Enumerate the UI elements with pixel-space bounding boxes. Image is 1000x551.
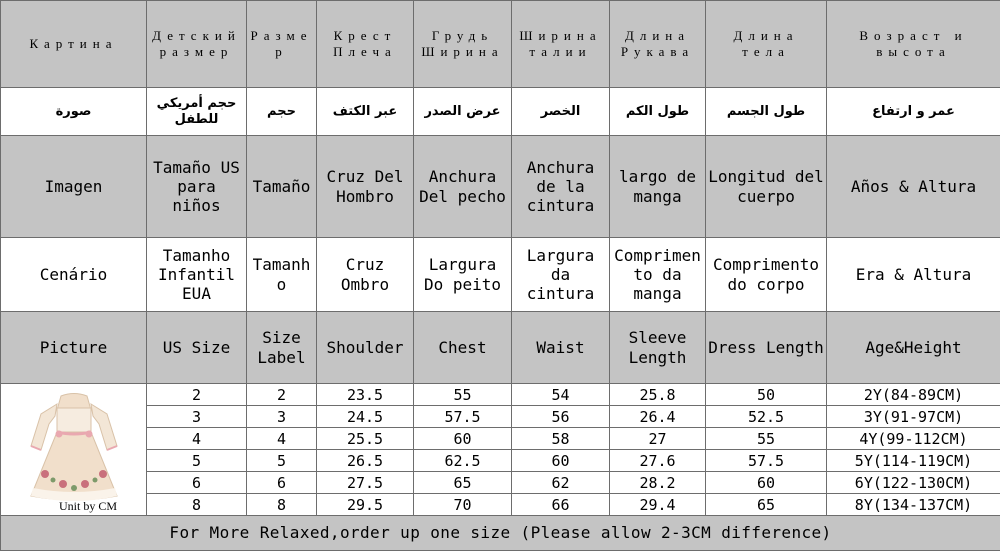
chest-value: 57.5 bbox=[414, 406, 512, 428]
header-waist-pt: Largura da cintura bbox=[512, 238, 610, 312]
header-sleeve-es: largo de manga bbox=[610, 136, 706, 238]
header-age-height-en: Age&Height bbox=[827, 312, 1000, 384]
shoulder-value: 24.5 bbox=[317, 406, 414, 428]
dress-length-value: 57.5 bbox=[706, 450, 827, 472]
header-dress-length-ar: طول الجسم bbox=[706, 88, 827, 136]
table-row bbox=[1, 450, 1000, 472]
waist-value: 54 bbox=[512, 384, 610, 406]
header-row-english bbox=[1, 312, 1000, 384]
dress-length-value: 55 bbox=[706, 428, 827, 450]
header-row-portuguese bbox=[1, 238, 1000, 312]
header-size-label-ar: حجم bbox=[247, 88, 317, 136]
shoulder-value: 27.5 bbox=[317, 472, 414, 494]
header-shoulder-es: Cruz Del Hombro bbox=[317, 136, 414, 238]
age-height-value: 5Y(114-119CM) bbox=[827, 450, 1000, 472]
header-age-height-ru: Возраст и высота bbox=[827, 1, 1000, 88]
header-age-height-ar: عمر و ارتفاع bbox=[827, 88, 1000, 136]
header-waist-es: Anchura de la cintura bbox=[512, 136, 610, 238]
table-row bbox=[1, 472, 1000, 494]
age-height-value: 8Y(134-137CM) bbox=[827, 494, 1000, 516]
header-size-label-es: Tamaño bbox=[247, 136, 317, 238]
dress-length-value: 52.5 bbox=[706, 406, 827, 428]
sleeve-length-value: 27.6 bbox=[610, 450, 706, 472]
footer-row bbox=[1, 516, 1000, 551]
header-sleeve-ru: Длина Рукава bbox=[610, 1, 706, 88]
header-picture-ar: صورة bbox=[1, 88, 147, 136]
shoulder-value: 25.5 bbox=[317, 428, 414, 450]
header-age-height-es: Años & Altura bbox=[827, 136, 1000, 238]
header-dress-length-en: Dress Length bbox=[706, 312, 827, 384]
table-row bbox=[1, 384, 1000, 406]
shoulder-value: 23.5 bbox=[317, 384, 414, 406]
age-height-value: 6Y(122-130CM) bbox=[827, 472, 1000, 494]
sleeve-length-value: 28.2 bbox=[610, 472, 706, 494]
shoulder-value: 26.5 bbox=[317, 450, 414, 472]
table-row bbox=[1, 428, 1000, 450]
header-shoulder-en: Shoulder bbox=[317, 312, 414, 384]
header-chest-pt: Largura Do peito bbox=[414, 238, 512, 312]
header-shoulder-ar: عبر الكتف bbox=[317, 88, 414, 136]
header-us-size-pt: Tamanho Infantil EUA bbox=[147, 238, 247, 312]
us-size-value: 6 bbox=[147, 472, 247, 494]
header-waist-en: Waist bbox=[512, 312, 610, 384]
header-row-russian bbox=[1, 1, 1000, 88]
dress-length-value: 50 bbox=[706, 384, 827, 406]
us-size-value: 4 bbox=[147, 428, 247, 450]
age-height-value: 3Y(91-97CM) bbox=[827, 406, 1000, 428]
header-chest-ru: Грудь Ширина bbox=[414, 1, 512, 88]
size-label-value: 3 bbox=[247, 406, 317, 428]
header-size-label-pt: Tamanho bbox=[247, 238, 317, 312]
unit-note: Unit by CM bbox=[59, 499, 117, 513]
header-picture-pt: Cenário bbox=[1, 238, 147, 312]
sleeve-length-value: 26.4 bbox=[610, 406, 706, 428]
header-us-size-ru: Детский размер bbox=[147, 1, 247, 88]
header-us-size-ar: حجم أمريكي للطفل bbox=[147, 88, 247, 136]
header-dress-length-ru: Длина тела bbox=[706, 1, 827, 88]
shoulder-value: 29.5 bbox=[317, 494, 414, 516]
header-chest-en: Chest bbox=[414, 312, 512, 384]
size-label-value: 6 bbox=[247, 472, 317, 494]
header-shoulder-pt: Cruz Ombro bbox=[317, 238, 414, 312]
header-dress-length-pt: Comprimento do corpo bbox=[706, 238, 827, 312]
waist-value: 58 bbox=[512, 428, 610, 450]
table-row bbox=[1, 494, 1000, 516]
header-size-label-ru: Размер bbox=[247, 1, 317, 88]
header-row-spanish bbox=[1, 136, 1000, 238]
header-sleeve-ar: طول الكم bbox=[610, 88, 706, 136]
age-height-value: 2Y(84-89CM) bbox=[827, 384, 1000, 406]
dress-length-value: 65 bbox=[706, 494, 827, 516]
header-row-arabic bbox=[1, 88, 1000, 136]
size-label-value: 2 bbox=[247, 384, 317, 406]
size-label-value: 4 bbox=[247, 428, 317, 450]
us-size-value: 5 bbox=[147, 450, 247, 472]
footer-note: For More Relaxed,order up one size (Please allow 2-3CM difference) bbox=[1, 516, 1000, 551]
chest-value: 65 bbox=[414, 472, 512, 494]
us-size-value: 8 bbox=[147, 494, 247, 516]
sleeve-length-value: 29.4 bbox=[610, 494, 706, 516]
header-sleeve-pt: Comprimento da manga bbox=[610, 238, 706, 312]
us-size-value: 3 bbox=[147, 406, 247, 428]
header-waist-ru: Ширина талии bbox=[512, 1, 610, 88]
header-picture-en: Picture bbox=[1, 312, 147, 384]
waist-value: 66 bbox=[512, 494, 610, 516]
us-size-value: 2 bbox=[147, 384, 247, 406]
header-chest-es: Anchura Del pecho bbox=[414, 136, 512, 238]
header-waist-ar: الخصر bbox=[512, 88, 610, 136]
header-dress-length-es: Longitud del cuerpo bbox=[706, 136, 827, 238]
chest-value: 62.5 bbox=[414, 450, 512, 472]
chest-value: 55 bbox=[414, 384, 512, 406]
chest-value: 60 bbox=[414, 428, 512, 450]
sleeve-length-value: 27 bbox=[610, 428, 706, 450]
dress-picture-cell bbox=[1, 384, 147, 516]
sleeve-length-value: 25.8 bbox=[610, 384, 706, 406]
header-sleeve-en: Sleeve Length bbox=[610, 312, 706, 384]
waist-value: 60 bbox=[512, 450, 610, 472]
header-chest-ar: عرض الصدر bbox=[414, 88, 512, 136]
chest-value: 70 bbox=[414, 494, 512, 516]
waist-value: 56 bbox=[512, 406, 610, 428]
size-label-value: 5 bbox=[247, 450, 317, 472]
waist-value: 62 bbox=[512, 472, 610, 494]
dress-image bbox=[19, 388, 129, 506]
header-us-size-en: US Size bbox=[147, 312, 247, 384]
header-picture-es: Imagen bbox=[1, 136, 147, 238]
table-row bbox=[1, 406, 1000, 428]
dress-length-value: 60 bbox=[706, 472, 827, 494]
header-shoulder-ru: Крест Плеча bbox=[317, 1, 414, 88]
header-size-label-en: Size Label bbox=[247, 312, 317, 384]
header-age-height-pt: Era & Altura bbox=[827, 238, 1000, 312]
header-picture-ru: Картина bbox=[1, 1, 147, 88]
size-label-value: 8 bbox=[247, 494, 317, 516]
age-height-value: 4Y(99-112CM) bbox=[827, 428, 1000, 450]
header-us-size-es: Tamaño US para niños bbox=[147, 136, 247, 238]
